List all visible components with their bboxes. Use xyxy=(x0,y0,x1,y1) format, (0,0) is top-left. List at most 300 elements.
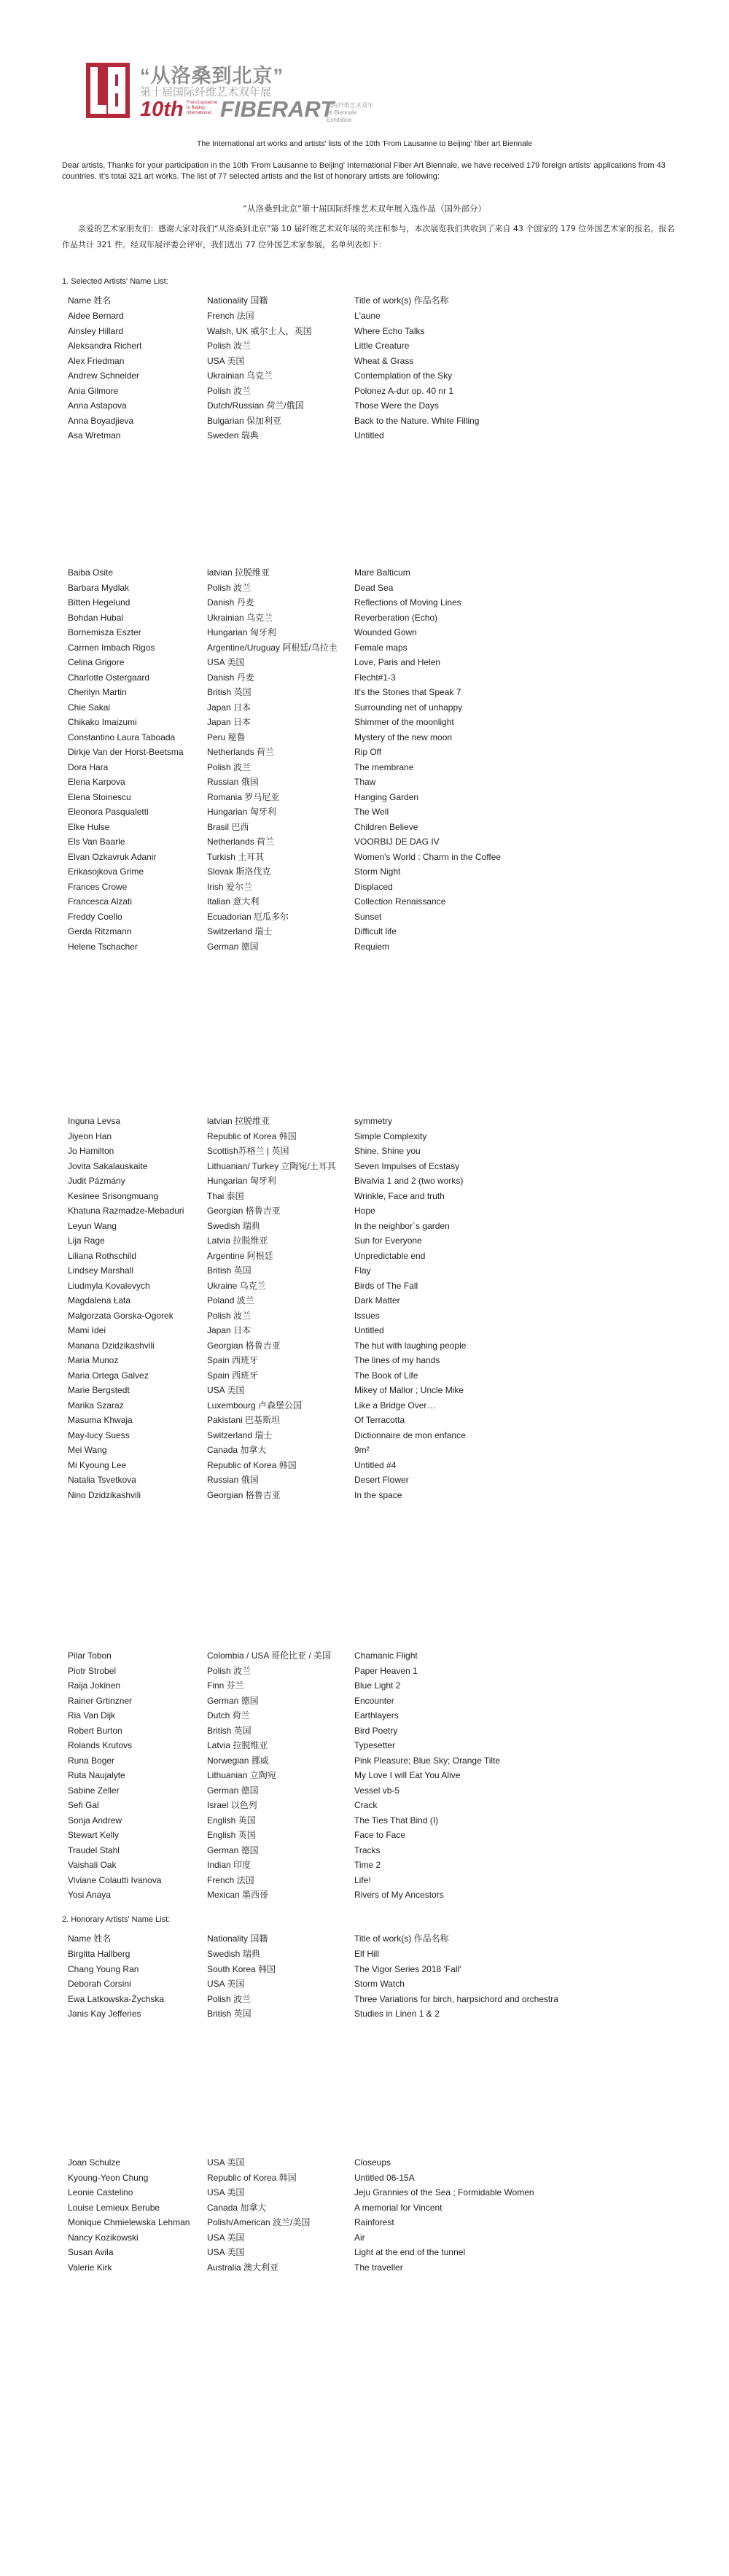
artist-nationality: Dutch 荷兰 xyxy=(207,1710,250,1720)
artist-name: Lindsey Marshall xyxy=(68,1265,134,1276)
artist-name: Deborah Corsini xyxy=(68,1979,131,1989)
artwork-title: Unpredictable end xyxy=(354,1250,426,1261)
artist-row xyxy=(68,1189,695,1204)
chinese-title: “从洛桑到北京”第十届国际纤维艺术双年展入选作品（国外部分） xyxy=(243,203,486,214)
artist-row xyxy=(68,745,695,760)
artist-row xyxy=(68,354,695,369)
intro-chinese: 亲爱的艺术家朋友们：感谢大家对我们“从洛桑到北京”第 10 届纤维艺术双年展的关注和参与，本次展览我们共收到了来自 43 个国家的 179 位外国艺术家的报名，报名作品共计 321 件。经双年展评委会评审，我们选出 77 位外国艺术家参展，名单列表如下： xyxy=(62,224,675,249)
artwork-title: Three Variations for birch, harpsichord and orchestra xyxy=(354,1993,558,2004)
artist-name: Chang Young Ran xyxy=(68,1963,139,1974)
artist-name: Frances Crowe xyxy=(68,881,128,892)
artist-nationality: British 英国 xyxy=(207,2009,252,2019)
artist-nationality: English 英国 xyxy=(207,1830,256,1840)
artwork-title: Reflections of Moving Lines xyxy=(354,597,461,608)
logo-edition: 10th xyxy=(140,98,184,121)
artist-name: Sonja Andrew xyxy=(68,1815,122,1826)
artist-row xyxy=(68,640,695,656)
artist-nationality: Indian 印度 xyxy=(207,1860,252,1870)
artist-name: Bornemisza Eszter xyxy=(68,627,141,637)
artist-row xyxy=(68,1353,695,1368)
artist-row xyxy=(68,1753,695,1769)
artist-nationality: Polish 波兰 xyxy=(207,582,252,593)
artist-row xyxy=(68,924,695,939)
artist-name: Jo Hamilton xyxy=(68,1146,114,1156)
artist-nationality: Canada 加拿大 xyxy=(207,1445,267,1455)
artist-name: Elena Stoinescu xyxy=(68,791,131,802)
artist-row xyxy=(68,1992,695,2007)
artwork-title: It's the Stones that Speak 7 xyxy=(354,687,461,697)
artist-nationality: Poland 波兰 xyxy=(207,1295,254,1306)
artist-row xyxy=(68,338,695,354)
artist-row xyxy=(68,1398,695,1413)
artist-row xyxy=(68,2170,695,2186)
artist-name: Chie Sakai xyxy=(68,702,111,713)
artist-nationality: latvian 拉脱维亚 xyxy=(207,1116,270,1126)
artist-row xyxy=(68,1249,695,1264)
artist-name: Marie Bergstedt xyxy=(68,1385,130,1395)
artist-row xyxy=(68,1233,695,1249)
logo-chinese-subtitle: 第十届国际纤维艺术双年展 xyxy=(140,86,272,98)
artist-name: Mami Idei xyxy=(68,1325,106,1335)
artist-row xyxy=(68,428,695,443)
artist-name: Rainer Grtinzner xyxy=(68,1695,133,1706)
selected-section-title: 1. Selected Artists' Name List: xyxy=(62,277,168,286)
artwork-title: Shine, Shine you xyxy=(354,1146,421,1156)
artwork-title: Rainforest xyxy=(354,2217,394,2227)
artwork-title: Wheat & Grass xyxy=(354,355,414,366)
artist-name: Raija Jokinen xyxy=(68,1680,121,1691)
artist-row xyxy=(68,834,695,850)
artist-name: Carmen Imbach Rigos xyxy=(68,642,155,653)
artist-nationality: USA 美国 xyxy=(207,2247,245,2257)
artwork-title: Flay xyxy=(354,1265,371,1276)
artwork-title: Displaced xyxy=(354,881,393,892)
artist-nationality: Australia 澳大利亚 xyxy=(207,2262,279,2273)
artwork-title: The traveller xyxy=(354,2262,403,2273)
artwork-title: Little Creature xyxy=(354,341,410,351)
artwork-title: Collection Renaissance xyxy=(354,896,446,907)
logo-chinese-title: “从洛桑到北京” xyxy=(140,65,284,87)
artist-row xyxy=(68,2200,695,2216)
artist-name: Maria Munoz xyxy=(68,1355,119,1365)
artist-name: Elvan Ozkavruk Adanir xyxy=(68,851,157,862)
artist-nationality: British 英国 xyxy=(207,1265,252,1276)
artist-nationality: Italian 意大利 xyxy=(207,896,260,907)
artist-row xyxy=(68,730,695,745)
artist-nationality: Danish 丹麦 xyxy=(207,672,254,683)
artist-row xyxy=(68,909,695,925)
artist-nationality: Republic of Korea 韩国 xyxy=(207,1459,297,1470)
artist-nationality: Danish 丹麦 xyxy=(207,597,254,608)
artist-row xyxy=(68,1279,695,1294)
artwork-title: Untitled #4 xyxy=(354,1459,397,1470)
artist-nationality: French 法国 xyxy=(207,311,254,321)
artist-row xyxy=(68,685,695,700)
artist-row xyxy=(68,1488,695,1503)
artist-row xyxy=(68,1664,695,1679)
artist-row xyxy=(68,1648,695,1664)
artist-nationality: Scottish苏格兰 | 英国 xyxy=(207,1146,289,1156)
artist-name: Natalia Tsvetkova xyxy=(68,1475,136,1485)
artwork-title: Mystery of the new moon xyxy=(354,732,453,742)
artist-nationality: English 英国 xyxy=(207,1815,256,1826)
artist-name: May-lucy Suess xyxy=(68,1429,130,1440)
artist-nationality: Argentine/Uruguay 阿根廷/乌拉圭 xyxy=(207,642,338,653)
artist-name: Ruta Naujalyte xyxy=(68,1770,125,1780)
artist-row xyxy=(68,1263,695,1279)
document-title: The International art works and artists' lists of the 10th 'From Lausanne to Beijing' fiber art Biennale xyxy=(196,139,533,148)
artist-row xyxy=(68,790,695,805)
artist-nationality: USA 美国 xyxy=(207,355,245,366)
name-header: Name 姓名 xyxy=(68,295,112,306)
artwork-title: 9m² xyxy=(354,1445,370,1455)
artist-row xyxy=(68,1783,695,1799)
artwork-title: In the space xyxy=(354,1489,402,1500)
artist-row xyxy=(68,2245,695,2260)
artwork-title: Women's World : Charm in the Coffee xyxy=(354,851,502,862)
artist-row xyxy=(68,2215,695,2230)
artist-nationality: Ukrainian 乌克兰 xyxy=(207,371,273,381)
artist-name: Jiyeon Han xyxy=(68,1130,112,1141)
logo-brand: FIBERART xyxy=(220,96,335,122)
artist-row xyxy=(68,820,695,835)
artist-nationality: USA 美国 xyxy=(207,2187,245,2197)
artist-name: Maria Ortega Galvez xyxy=(68,1370,149,1381)
artist-row xyxy=(68,775,695,790)
artist-name: Valerie Kirk xyxy=(68,2262,112,2273)
artist-name: Yosi Anaya xyxy=(68,1890,111,1900)
artist-row xyxy=(68,850,695,865)
artwork-title: Wrinkle, Face and truth xyxy=(354,1190,445,1201)
artist-name: Louise Lemieux Berube xyxy=(68,2202,160,2213)
artwork-title: The Ties That Bind (I) xyxy=(354,1815,439,1826)
exhibition-logo xyxy=(86,60,392,125)
artist-nationality: Georgian 格鲁吉亚 xyxy=(207,1206,281,1216)
artwork-title: Bivalvia 1 and 2 (two works) xyxy=(354,1176,464,1186)
artwork-title: Surrounding net of unhappy xyxy=(354,702,463,713)
artist-row xyxy=(68,2230,695,2246)
artist-row xyxy=(68,1738,695,1753)
artist-row xyxy=(68,1308,695,1324)
artwork-title: Jeju Grannies of the Sea ; Formidable Women xyxy=(354,2187,534,2197)
artist-name: Barbara Mydlak xyxy=(68,582,130,593)
artist-name: Leonie Castelino xyxy=(68,2187,133,2197)
artwork-title: Untitled xyxy=(354,1325,384,1335)
artist-row xyxy=(68,2155,695,2170)
artwork-title: Bird Poetry xyxy=(354,1725,398,1736)
artist-name: Malgorzata Gorska-Ogorek xyxy=(68,1310,174,1321)
artwork-title: Paper Heaven 1 xyxy=(354,1665,418,1676)
artwork-title: The Well xyxy=(354,807,389,817)
artist-name: Constantino Laura Taboada xyxy=(68,732,176,742)
artist-name: Susan Avila xyxy=(68,2247,114,2257)
artist-nationality: Argentine 阿根廷 xyxy=(207,1250,273,1261)
artwork-title: Tracks xyxy=(354,1844,381,1855)
artist-nationality: Israel 以色列 xyxy=(207,1800,257,1810)
artist-name: Eleonora Pasqualetti xyxy=(68,807,149,817)
artist-name: Nino Dzidzikashvili xyxy=(68,1489,141,1500)
artist-nationality: Hungarian 匈牙利 xyxy=(207,1176,276,1186)
artist-row xyxy=(68,1962,695,1977)
artist-nationality: Hungarian 匈牙利 xyxy=(207,627,276,637)
artist-name: Celina Grigore xyxy=(68,657,125,667)
artwork-title: Reverberation (Echo) xyxy=(354,612,438,623)
artwork-title: Female maps xyxy=(354,642,408,653)
artwork-title: Blue Light 2 xyxy=(354,1680,401,1691)
artist-nationality: Georgian 格鲁吉亚 xyxy=(207,1340,281,1351)
artist-name: Judit Pázmány xyxy=(68,1176,125,1186)
artist-row xyxy=(68,894,695,909)
artist-row xyxy=(68,595,695,610)
artist-nationality: Republic of Korea 韩国 xyxy=(207,2172,297,2183)
artist-nationality: Ukraine 乌克兰 xyxy=(207,1280,266,1291)
artist-nationality: Polish 波兰 xyxy=(207,1310,252,1321)
artist-name: Ainsley Hillard xyxy=(68,325,124,336)
artwork-title: Storm Night xyxy=(354,866,401,877)
artist-nationality: Pakistani 巴基斯坦 xyxy=(207,1415,281,1425)
artist-name: Birgitta Hallberg xyxy=(68,1949,130,1959)
artist-nationality: Walsh, UK 威尔士人，英国 xyxy=(207,325,312,336)
artist-nationality: Swedish 瑞典 xyxy=(207,1220,260,1231)
artist-nationality: Canada 加拿大 xyxy=(207,2202,267,2213)
artist-row xyxy=(68,1458,695,1473)
artwork-title: Shimmer of the moonlight xyxy=(354,717,454,727)
artist-nationality: Switzerland 瑞士 xyxy=(207,1429,273,1440)
works-header: Title of work(s) 作品名称 xyxy=(354,295,449,306)
artwork-title: Life! xyxy=(354,1874,371,1885)
artist-name: Asa Wretman xyxy=(68,430,121,441)
artist-nationality: Latvia 拉脱维亚 xyxy=(207,1740,268,1750)
artist-nationality: Russian 俄国 xyxy=(207,777,259,787)
artist-nationality: Swedish 瑞典 xyxy=(207,1949,260,1959)
artist-nationality: USA 美国 xyxy=(207,657,245,667)
artist-row xyxy=(68,880,695,895)
artist-nationality: Switzerland 瑞士 xyxy=(207,926,273,936)
artist-name: Bitten Hegelund xyxy=(68,597,130,608)
artist-name: Elena Karpova xyxy=(68,777,125,787)
artist-name: Inguna Levsa xyxy=(68,1116,121,1126)
artist-nationality: Norwegian 挪威 xyxy=(207,1755,269,1766)
artist-row xyxy=(68,700,695,715)
works-header: Title of work(s) 作品名称 xyxy=(354,1933,449,1944)
artist-nationality: Japan 日本 xyxy=(207,702,252,713)
artist-name: Piotr Strobel xyxy=(68,1665,117,1676)
artist-name: Sefi Gal xyxy=(68,1800,99,1810)
artwork-title: The Vigor Series 2018 'Fall' xyxy=(354,1963,461,1974)
artwork-title: Dead Sea xyxy=(354,582,394,593)
artist-name: Ania Gilmore xyxy=(68,385,119,396)
artist-name: Nancy Kozikowski xyxy=(68,2232,139,2243)
artist-nationality: USA 美国 xyxy=(207,2232,245,2243)
artist-name: Aidee Bernard xyxy=(68,311,124,321)
artist-row xyxy=(68,1694,695,1709)
artist-name: Khatuna Razmadze-Mebaduri xyxy=(68,1206,184,1216)
artist-row xyxy=(68,324,695,339)
artwork-title: In the neighbor´s garden xyxy=(354,1220,450,1231)
artist-nationality: South Korea 韩国 xyxy=(207,1963,276,1974)
artist-name: Dora Hara xyxy=(68,761,109,772)
artist-nationality: Thai 泰国 xyxy=(207,1190,244,1201)
artist-row xyxy=(68,1428,695,1443)
artist-name: Magdalena Łata xyxy=(68,1295,131,1306)
artwork-title: Simple Complexity xyxy=(354,1130,427,1141)
name-header: Name 姓名 xyxy=(68,1933,112,1944)
artist-nationality: Netherlands 荷兰 xyxy=(207,837,275,847)
artwork-title: A memorial for Vincent xyxy=(354,2202,443,2213)
artwork-title: Earthlayers xyxy=(354,1710,399,1720)
artist-row xyxy=(68,1723,695,1739)
artist-nationality: Polish 波兰 xyxy=(207,385,252,396)
artist-nationality: Polish 波兰 xyxy=(207,1665,252,1676)
artist-row xyxy=(68,1813,695,1828)
artwork-title: Mare Balticum xyxy=(354,567,410,578)
artist-name: Andrew Schneider xyxy=(68,371,140,381)
artwork-title: Time 2 xyxy=(354,1860,381,1870)
artist-nationality: Netherlands 荷兰 xyxy=(207,747,275,757)
artwork-title: Like a Bridge Over… xyxy=(354,1400,436,1411)
artwork-title: Of Terracotta xyxy=(354,1415,405,1425)
artist-row xyxy=(68,1114,695,1129)
artist-name: Chikako Imaizumi xyxy=(68,717,137,727)
artist-row xyxy=(68,368,695,384)
artwork-title: Closeups xyxy=(354,2157,391,2168)
artist-name: Marika Szaraz xyxy=(68,1400,124,1411)
artist-name: Mi Kyoung Lee xyxy=(68,1459,127,1470)
selected-list-group-2 xyxy=(68,565,695,954)
lb-logo-mark-icon xyxy=(86,63,130,118)
artist-row xyxy=(68,1473,695,1488)
artist-nationality: latvian 拉脱维亚 xyxy=(207,567,270,578)
artist-row xyxy=(68,670,695,686)
artist-row xyxy=(68,1976,695,1992)
artist-nationality: Russian 俄国 xyxy=(207,1475,259,1485)
artist-row xyxy=(68,1888,695,1903)
artwork-title: Dictionnaire de mon enfance xyxy=(354,1429,466,1440)
artwork-title: The hut with laughing people xyxy=(354,1340,467,1351)
artist-row xyxy=(68,1708,695,1723)
artist-name: Cherilyn Martin xyxy=(68,687,127,697)
artwork-title: Chamanic Flight xyxy=(354,1650,418,1661)
artist-name: Freddy Coello xyxy=(68,911,122,922)
artist-name: Stewart Kelly xyxy=(68,1830,120,1840)
artwork-title: Mikey of Mallor ; Uncle Mike xyxy=(354,1385,464,1395)
artwork-title: Crack xyxy=(354,1800,378,1810)
artist-nationality: Lithuanian 立陶宛 xyxy=(207,1770,276,1780)
artwork-title: The membrane xyxy=(354,761,414,772)
artist-row xyxy=(68,1368,695,1384)
artist-row xyxy=(68,715,695,730)
artist-name: Aleksandra Richert xyxy=(68,341,142,351)
artist-nationality: Polish 波兰 xyxy=(207,1993,252,2004)
artist-row xyxy=(68,309,695,324)
artist-nationality: Peru 秘鲁 xyxy=(207,732,246,742)
artwork-title: Desert Flower xyxy=(354,1475,409,1485)
selected-list-group-4 xyxy=(68,1648,695,1903)
artwork-title: Issues xyxy=(354,1310,380,1321)
artist-nationality: Finn 芬兰 xyxy=(207,1680,244,1691)
artist-nationality: USA 美国 xyxy=(207,1979,245,1989)
artist-nationality: Romania 罗马尼亚 xyxy=(207,791,280,802)
artist-nationality: Japan 日本 xyxy=(207,1325,252,1335)
honorary-list-group-1 xyxy=(68,1947,695,2022)
artist-name: Ewa Latkowska-Żychska xyxy=(68,1993,165,2004)
intro-english: Dear artists, Thanks for your participation in the 10th 'From Lausanne to Beijing' International Fiber Art Biennale, we have received 179 foreign artists' applications from 43 countries. It's total 321 art works. The list of 77 selected artists and the list of honorary artists are following: xyxy=(62,161,666,181)
artwork-title: Contemplation of the Sky xyxy=(354,371,453,381)
artist-nationality: Brasil 巴西 xyxy=(207,821,249,832)
artwork-title: The Book of Life xyxy=(354,1370,418,1381)
artwork-title: Flecht#1-3 xyxy=(354,672,396,683)
artwork-title: Children Believe xyxy=(354,821,418,832)
artist-nationality: Ecuadorian 厄瓜多尔 xyxy=(207,911,289,922)
artwork-title: symmetry xyxy=(354,1116,392,1126)
artist-nationality: Spain 西班牙 xyxy=(207,1355,259,1365)
artist-row xyxy=(68,1383,695,1398)
artwork-title: My Love I will Eat You Alive xyxy=(354,1770,461,1780)
artist-name: Kyoung-Yeon Chung xyxy=(68,2172,149,2183)
artwork-title: Encounter xyxy=(354,1695,394,1706)
artist-name: Sabine Zeller xyxy=(68,1785,120,1796)
artwork-title: Rivers of My Ancestors xyxy=(354,1890,444,1900)
artist-nationality: Polish/American 波兰/美国 xyxy=(207,2217,311,2227)
artist-nationality: Lithuanian/ Turkey 立陶宛/土耳其 xyxy=(207,1160,336,1171)
artwork-title: Sun for Everyone xyxy=(354,1235,422,1246)
artist-name: Els Van Baarle xyxy=(68,837,125,847)
selected-header-row xyxy=(68,293,695,309)
artist-nationality: USA 美国 xyxy=(207,2157,245,2168)
artwork-title: Untitled 06-15A xyxy=(354,2172,415,2183)
artist-name: Anna Astapova xyxy=(68,400,127,411)
artist-nationality: Polish 波兰 xyxy=(207,761,252,772)
artwork-title: Rip Off xyxy=(354,747,382,757)
artist-nationality: Bulgarian 保加利亚 xyxy=(207,415,282,426)
artwork-title: Those Were the Days xyxy=(354,400,439,411)
artist-row xyxy=(68,1173,695,1189)
artist-row xyxy=(68,2260,695,2276)
artist-nationality: Hungarian 匈牙利 xyxy=(207,807,276,817)
artist-row xyxy=(68,565,695,581)
artist-name: Vaishali Oak xyxy=(68,1860,117,1870)
artist-row xyxy=(68,1413,695,1428)
artist-nationality: Luxembourg 卢森堡公国 xyxy=(207,1400,303,1411)
artwork-title: Hanging Garden xyxy=(354,791,419,802)
selected-list-group-1 xyxy=(68,309,695,443)
artwork-title: L'aune xyxy=(354,311,381,321)
artist-row xyxy=(68,1338,695,1354)
nationality-header: Nationality 国籍 xyxy=(207,1933,268,1944)
artist-name: Gerda Ritzmann xyxy=(68,926,132,936)
honorary-list-group-2 xyxy=(68,2155,695,2275)
artwork-title: Where Echo Talks xyxy=(354,325,425,336)
logo-small-text: From Lausanne to Beijing International xyxy=(187,101,218,115)
artist-name: Liudmyla Kovalevych xyxy=(68,1280,150,1291)
artist-name: Monique Chmielewska Lehman xyxy=(68,2217,190,2227)
logo-sub-text: 国际纤维艺术双年展 Biennale Exhibition xyxy=(327,102,373,123)
artist-row xyxy=(68,2185,695,2200)
artist-nationality: Spain 西班牙 xyxy=(207,1370,259,1381)
artist-row xyxy=(68,384,695,399)
artist-name: Bohdan Hubal xyxy=(68,612,124,623)
artist-name: Rolands Krutovs xyxy=(68,1740,133,1750)
artwork-title: Pink Pleasure; Blue Sky; Orange Tilte xyxy=(354,1755,501,1766)
artist-row xyxy=(68,1768,695,1783)
selected-list-group-3 xyxy=(68,1114,695,1502)
artwork-title: Requiem xyxy=(354,941,390,952)
nationality-header: Nationality 国籍 xyxy=(207,295,268,306)
artist-row xyxy=(68,414,695,429)
artist-name: Viviane Colautti Ivanova xyxy=(68,1874,162,1885)
artist-row xyxy=(68,1293,695,1308)
artist-name: Traudel Stahl xyxy=(68,1844,120,1855)
